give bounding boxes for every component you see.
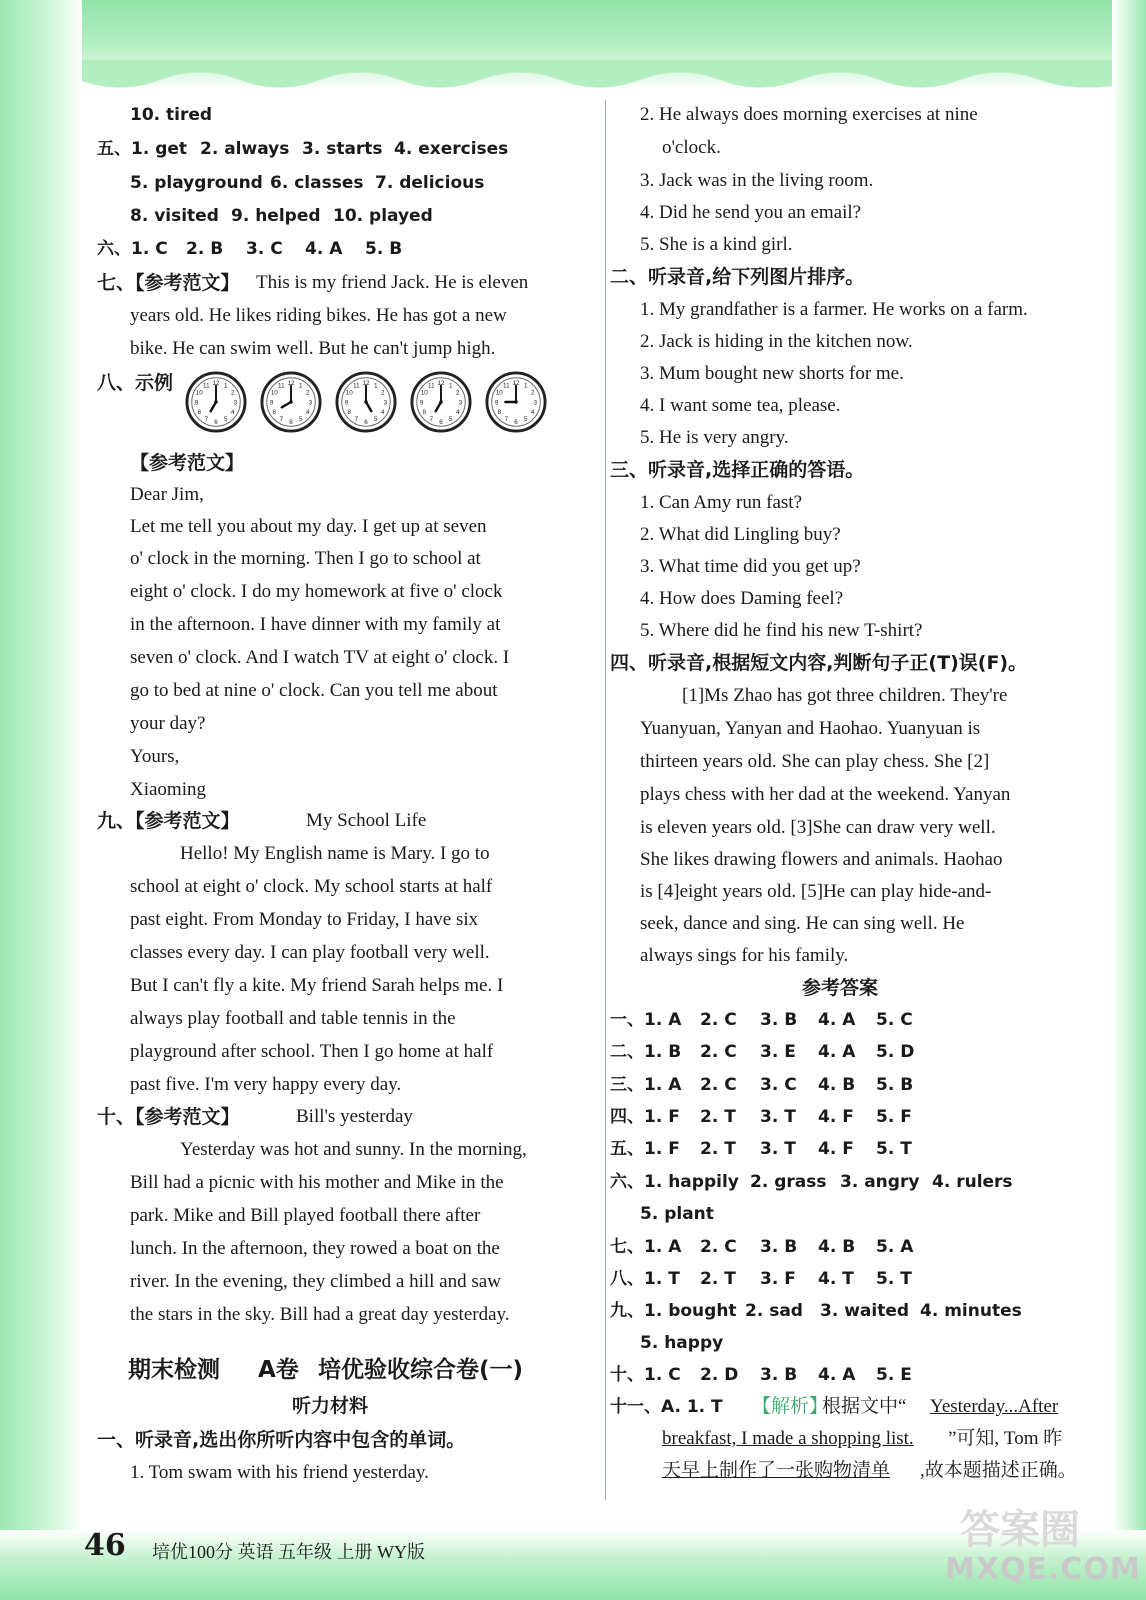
answer-item: 五、1. F	[610, 1139, 680, 1160]
answer-item: 二、1. B	[610, 1042, 682, 1063]
answer-item: 4. T	[818, 1269, 854, 1289]
answer-item: 三、1. A	[610, 1074, 682, 1095]
answer-item: 10. played	[333, 206, 433, 226]
transcript-line: 4. How does Daming feel?	[640, 588, 844, 609]
letter-line: Xiaoming	[130, 779, 206, 800]
answer-item: 2. D	[700, 1365, 739, 1385]
svg-text:10: 10	[495, 389, 503, 397]
svg-text:3: 3	[533, 399, 538, 407]
svg-text:11: 11	[353, 382, 360, 390]
essay-line: This is my friend Jack. He is eleven	[256, 272, 529, 293]
transcript-line: 4. I want some tea, please.	[640, 395, 841, 416]
essay-line: past five. I'm very happy every day.	[130, 1074, 402, 1095]
answer-item: 3. angry	[840, 1172, 920, 1192]
svg-text:7: 7	[204, 416, 209, 424]
right-decoration	[1112, 0, 1146, 1600]
svg-text:12: 12	[212, 380, 220, 388]
svg-text:11: 11	[203, 382, 210, 390]
transcript-line: 2. Jack is hiding in the kitchen now.	[640, 331, 913, 352]
svg-text:7: 7	[504, 416, 509, 424]
section-heading: 十、【参考范文】	[97, 1106, 240, 1128]
essay-line: Bill had a picnic with his mother and Mike in the	[130, 1172, 504, 1193]
section-heading: 一、听录音,选出你所听内容中包含的单词。	[97, 1429, 466, 1451]
answer-item: 5. plant	[640, 1204, 714, 1224]
essay-line: school at eight o' clock. My school starts at half	[130, 876, 493, 897]
transcript-line: 5. She is a kind girl.	[640, 234, 793, 255]
passage-line: thirteen years old. She can play chess. She [2]	[640, 751, 990, 772]
answer-item: 七、1. A	[610, 1237, 682, 1257]
transcript-line: o'clock.	[662, 137, 721, 158]
answer-key-title: 参考答案	[802, 977, 879, 999]
analysis-quote: Yesterday...After	[930, 1396, 1059, 1417]
transcript-line: 2. He always does morning exercises at nine	[640, 104, 978, 125]
essay-line: park. Mike and Bill played football there after	[130, 1205, 481, 1226]
essay-title: My School Life	[306, 810, 427, 831]
svg-text:5: 5	[373, 416, 378, 424]
answer-item: 五、1. get	[97, 139, 188, 159]
answer-item: 3. T	[760, 1139, 796, 1160]
section-heading: 三、听录音,选择正确的答语。	[610, 459, 865, 481]
letter-line: Yours,	[130, 746, 180, 767]
svg-text:1: 1	[523, 382, 528, 390]
svg-text:3: 3	[308, 399, 313, 407]
svg-text:10: 10	[195, 389, 203, 397]
answer-item: 2. grass	[750, 1172, 827, 1192]
answer-item: 2. sad	[745, 1301, 803, 1321]
transcript-line: 3. Mum bought new shorts for me.	[640, 363, 904, 384]
analysis-quote: 天早上制作了一张购物清单	[662, 1460, 891, 1481]
svg-text:9: 9	[419, 399, 424, 407]
svg-text:11: 11	[503, 382, 510, 390]
answer-item: 3. waited	[820, 1301, 910, 1321]
svg-text:7: 7	[429, 416, 434, 424]
section-heading: 七、【参考范文】	[97, 272, 240, 294]
svg-text:3: 3	[383, 399, 388, 407]
letter-line: Dear Jim,	[130, 484, 204, 505]
answer-item: 2. T	[700, 1106, 736, 1127]
transcript-line: 3. What time did you get up?	[640, 556, 861, 577]
svg-text:8: 8	[197, 409, 201, 417]
passage-line: She likes drawing flowers and animals. Haohao	[640, 849, 1003, 870]
svg-text:3: 3	[233, 399, 238, 407]
svg-text:5: 5	[223, 416, 228, 424]
answer-item: 8. visited	[130, 206, 219, 226]
svg-text:9: 9	[269, 399, 274, 407]
svg-text:4: 4	[456, 409, 460, 417]
svg-text:2: 2	[456, 389, 460, 397]
svg-text:5: 5	[298, 416, 303, 424]
answer-item: 2. T	[700, 1139, 736, 1160]
svg-text:2: 2	[306, 389, 310, 397]
answer-item: 3. B	[760, 1237, 798, 1257]
svg-text:7: 7	[354, 416, 359, 424]
answer-item: 6. classes	[270, 173, 364, 193]
answer-item: 4. F	[818, 1106, 854, 1127]
transcript-line: 2. What did Lingling buy?	[640, 524, 841, 545]
answer-item: 3. starts	[302, 139, 383, 159]
svg-text:9: 9	[344, 399, 349, 407]
section-heading: 二、听录音,给下列图片排序。	[610, 266, 865, 288]
analysis-text: ”可知, Tom 昨	[948, 1428, 1063, 1449]
svg-text:6: 6	[214, 418, 218, 426]
answer-item: 十一、A. 1. T	[610, 1397, 723, 1417]
answer-line: 10. tired	[130, 105, 213, 125]
passage-line: plays chess with her dad at the weekend. Yanyan	[640, 784, 1011, 805]
essay-line: Hello! My English name is Mary. I go to	[180, 843, 490, 864]
transcript-line: 5. He is very angry.	[640, 427, 789, 448]
svg-text:5: 5	[523, 416, 528, 424]
answer-item: 六、1. happily	[610, 1172, 739, 1192]
column-divider	[605, 100, 606, 1500]
exam-badge: A卷	[258, 1357, 299, 1383]
svg-text:5: 5	[448, 416, 453, 424]
answer-item: 5. T	[876, 1139, 912, 1160]
answer-item: 3. B	[760, 1010, 798, 1030]
answer-item: 2. B	[186, 239, 224, 259]
answer-item: 2. always	[200, 139, 290, 159]
section-heading: 【参考范文】	[130, 452, 245, 474]
footer-info: 培优100分 英语 五年级 上册 WY版	[152, 1542, 425, 1562]
svg-text:2: 2	[231, 389, 235, 397]
essay-line: past eight. From Monday to Friday, I have six	[130, 909, 479, 930]
watermark-logo: 答案圈	[960, 1507, 1080, 1553]
essay-line: But I can't fly a kite. My friend Sarah helps me. I	[130, 975, 504, 996]
svg-text:4: 4	[531, 409, 535, 417]
svg-text:10: 10	[345, 389, 353, 397]
essay-line: Yesterday was hot and sunny. In the morning,	[180, 1139, 527, 1160]
essay-line: classes every day. I can play football very well.	[130, 942, 490, 963]
answer-item: 2. C	[700, 1042, 737, 1063]
answer-item: 4. A	[818, 1365, 856, 1385]
clock-icon	[335, 371, 397, 433]
passage-line: is eleven years old. [3]She can draw very well.	[640, 817, 996, 838]
essay-line: bike. He can swim well. But he can't jump high.	[130, 338, 496, 359]
svg-text:12: 12	[362, 380, 370, 388]
answer-item: 4. B	[818, 1237, 856, 1257]
clock-icon	[185, 371, 247, 433]
answer-item: 3. B	[760, 1365, 798, 1385]
answer-item: 2. T	[700, 1269, 736, 1289]
svg-text:6: 6	[439, 418, 443, 426]
answer-item: 3. F	[760, 1269, 796, 1289]
letter-line: eight o' clock. I do my homework at five o' clock	[130, 581, 503, 602]
answer-item: 2. C	[700, 1237, 737, 1257]
svg-text:2: 2	[531, 389, 535, 397]
answer-item: 5. A	[876, 1237, 914, 1257]
letter-line: in the afternoon. I have dinner with my family at	[130, 614, 501, 635]
transcript-line: 4. Did he send you an email?	[640, 202, 862, 223]
svg-text:9: 9	[494, 399, 499, 407]
answer-item: 一、1. A	[610, 1010, 682, 1030]
analysis-quote: breakfast, I made a shopping list.	[662, 1428, 914, 1449]
svg-text:6: 6	[514, 418, 518, 426]
svg-text:4: 4	[381, 409, 385, 417]
answer-item: 十、1. C	[610, 1365, 681, 1385]
svg-text:10: 10	[270, 389, 278, 397]
clock-icon	[410, 371, 472, 433]
svg-text:11: 11	[428, 382, 435, 390]
answer-item: 六、1. C	[97, 239, 168, 259]
svg-text:8: 8	[422, 409, 426, 417]
answer-item: 5. E	[876, 1365, 912, 1385]
answer-item: 四、1. F	[610, 1106, 680, 1127]
listening-title: 听力材料	[292, 1395, 369, 1417]
section-heading: 八、示例	[97, 372, 174, 394]
clock-icon	[485, 371, 547, 433]
svg-text:7: 7	[279, 416, 284, 424]
answer-item: 5. B	[876, 1074, 914, 1095]
transcript-line: 1. My grandfather is a farmer. He works on a farm.	[640, 299, 1028, 320]
passage-line: is [4]eight years old. [5]He can play hide-and-	[640, 881, 992, 902]
page-number: 46	[84, 1528, 126, 1563]
letter-line: seven o' clock. And I watch TV at eight o' clock. I	[130, 647, 510, 668]
answer-item: 3. T	[760, 1106, 796, 1127]
svg-text:9: 9	[194, 399, 199, 407]
essay-line: playground after school. Then I go home at half	[130, 1041, 494, 1062]
svg-text:4: 4	[306, 409, 310, 417]
answer-item: 4. exercises	[394, 139, 509, 159]
svg-text:12: 12	[512, 380, 520, 388]
svg-text:6: 6	[289, 418, 293, 426]
answer-item: 3. E	[760, 1042, 796, 1063]
analysis-text: ,故本题描述正确。	[920, 1460, 1077, 1481]
answer-item: 5. C	[876, 1010, 913, 1030]
answer-item: 4. A	[818, 1010, 856, 1030]
transcript-line: 1. Can Amy run fast?	[640, 492, 803, 513]
left-decoration	[0, 0, 82, 1600]
svg-text:8: 8	[272, 409, 276, 417]
question-line: 1. Tom swam with his friend yesterday.	[130, 1462, 429, 1483]
answer-item: 5. playground	[130, 173, 263, 193]
answer-item: 5. F	[876, 1106, 912, 1127]
section-heading: 九、【参考范文】	[97, 810, 240, 832]
answer-item: 4. A	[305, 239, 343, 259]
exam-subtitle: 培优验收综合卷(一)	[318, 1357, 524, 1383]
letter-line: o' clock in the morning. Then I go to school at	[130, 548, 481, 569]
answer-item: 3. C	[760, 1074, 797, 1095]
answer-item: 4. A	[818, 1042, 856, 1063]
answer-item: 2. C	[700, 1074, 737, 1095]
svg-text:3: 3	[458, 399, 463, 407]
answer-item: 八、1. T	[610, 1269, 680, 1289]
answer-item: 4. F	[818, 1139, 854, 1160]
svg-text:1: 1	[373, 382, 378, 390]
answer-item: 4. B	[818, 1074, 856, 1095]
section-heading: 四、听录音,根据短文内容,判断句子正(T)误(F)。	[610, 652, 1028, 674]
answer-item: 9. helped	[231, 206, 321, 226]
svg-text:10: 10	[420, 389, 428, 397]
answer-item: 九、1. bought	[610, 1301, 737, 1321]
essay-line: lunch. In the afternoon, they rowed a boat on the	[130, 1238, 500, 1259]
essay-line: years old. He likes riding bikes. He has got a new	[130, 305, 507, 326]
answer-item: 5. T	[876, 1269, 912, 1289]
svg-text:1: 1	[448, 382, 453, 390]
svg-text:12: 12	[437, 380, 445, 388]
exam-title: 期末检测	[128, 1357, 220, 1383]
answer-item: 2. C	[700, 1010, 737, 1030]
letter-line: your day?	[130, 713, 206, 734]
transcript-line: 5. Where did he find his new T-shirt?	[640, 620, 923, 641]
answer-item: 4. minutes	[920, 1301, 1022, 1321]
passage-line: always sings for his family.	[640, 945, 849, 966]
svg-text:8: 8	[497, 409, 501, 417]
letter-line: go to bed at nine o' clock. Can you tell me about	[130, 680, 498, 701]
svg-text:1: 1	[298, 382, 303, 390]
answer-item: 3. C	[246, 239, 283, 259]
passage-line: seek, dance and sing. He can sing well. He	[640, 913, 965, 934]
essay-title: Bill's yesterday	[296, 1106, 413, 1127]
svg-text:2: 2	[381, 389, 385, 397]
answer-item: 5. D	[876, 1042, 915, 1063]
svg-text:12: 12	[287, 380, 295, 388]
passage-line: [1]Ms Zhao has got three children. They're	[682, 685, 1008, 706]
svg-text:6: 6	[364, 418, 368, 426]
analysis-text: 根据文中“	[822, 1396, 907, 1417]
analysis-label: 【解析】	[752, 1396, 829, 1417]
essay-line: river. In the evening, they climbed a hill and saw	[130, 1271, 501, 1292]
svg-text:11: 11	[278, 382, 285, 390]
svg-text:4: 4	[231, 409, 235, 417]
watermark-url: MXQE.COM	[945, 1552, 1141, 1587]
letter-line: Let me tell you about my day. I get up at seven	[130, 516, 487, 537]
answer-item: 7. delicious	[375, 173, 485, 193]
clock-icon	[260, 371, 322, 433]
essay-line: always play football and table tennis in the	[130, 1008, 456, 1029]
essay-line: the stars in the sky. Bill had a great day yesterday.	[130, 1304, 510, 1325]
transcript-line: 3. Jack was in the living room.	[640, 170, 874, 191]
answer-item: 5. B	[365, 239, 403, 259]
svg-text:1: 1	[223, 382, 228, 390]
answer-item: 5. happy	[640, 1333, 724, 1353]
answer-item: 4. rulers	[932, 1172, 1013, 1192]
svg-text:8: 8	[347, 409, 351, 417]
passage-line: Yuanyuan, Yanyan and Haohao. Yuanyuan is	[640, 718, 981, 739]
